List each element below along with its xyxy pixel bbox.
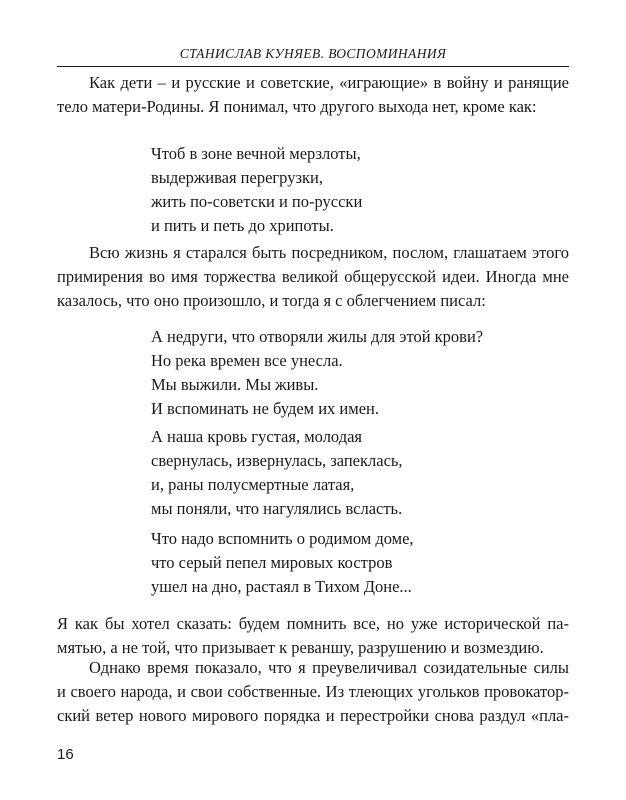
paragraph-3 — [57, 612, 569, 660]
running-header: СТАНИСЛАВ КУНЯЕВ. ВОСПОМИНАНИЯ — [179, 46, 447, 61]
verse-line: жить по-советски и по-русски — [151, 192, 363, 211]
verse-line: А наша кровь густая, молодая — [151, 427, 363, 446]
verse-line: свернулась, извернулась, запеклась, — [151, 451, 403, 470]
verse-2-stanza-1 — [151, 325, 483, 421]
verse-line: А недруги, что отворяли жилы для этой крови? — [151, 327, 484, 346]
text-line: Всю жизнь я старался быть посредником, послом, глашатаем этого — [89, 243, 569, 262]
paragraph-4 — [57, 656, 569, 728]
text-line: примирения во имя торжества великой общерусской идеи. Иногда мне — [57, 267, 569, 286]
verse-1 — [151, 142, 362, 238]
paragraph-1 — [57, 71, 569, 119]
text-line: и своего народа, и свои собственные. Из тлеющих угольков провокатор- — [57, 682, 569, 701]
verse-line: и, раны полусмертные латая, — [151, 475, 355, 494]
verse-line: ушел на дно, растаял в Тихом Доне... — [151, 577, 412, 596]
text-line: Я как бы хотел сказать: будем помнить все, но уже исторической па- — [57, 614, 569, 633]
verse-line: мы поняли, что нагулялись всласть. — [151, 499, 403, 518]
text-line: ский ветер нового мирового порядка и перестройки снова раздул «пла- — [57, 706, 569, 725]
text-line: Как дети – и русские и советские, «играющие» в войну и ранящие — [89, 73, 569, 92]
verse-line: Но река времен все унесла. — [151, 351, 343, 370]
text-line: Однако время показало, что я преувеличивал созидательные силы — [89, 658, 569, 677]
verse-2-stanza-3 — [151, 527, 414, 599]
paragraph-2 — [57, 241, 569, 313]
text-line: тело матери-Родины. Я понимал, что другого выхода нет, кроме как: — [57, 97, 537, 116]
header-rule — [57, 66, 569, 67]
text-line: мятью, а не той, что призывает к реваншу, разрушению и возмездию. — [57, 638, 544, 657]
verse-line: выдерживая перегрузки, — [151, 168, 323, 187]
text-line: казалось, что оно произошло, и тогда я с облегчением писал: — [57, 291, 486, 310]
verse-line: что серый пепел мировых костров — [151, 553, 393, 572]
verse-line: Что надо вспомнить о родимом доме, — [151, 529, 414, 548]
verse-line: Мы выжили. Мы живы. — [151, 375, 319, 394]
verse-line: Чтоб в зоне вечной мерзлоты, — [151, 144, 361, 163]
page-number: 16 — [57, 746, 74, 763]
verse-2-stanza-2 — [151, 425, 403, 521]
verse-line: И вспоминать не будем их имен. — [151, 399, 379, 418]
verse-line: и пить и петь до хрипоты. — [151, 216, 334, 235]
